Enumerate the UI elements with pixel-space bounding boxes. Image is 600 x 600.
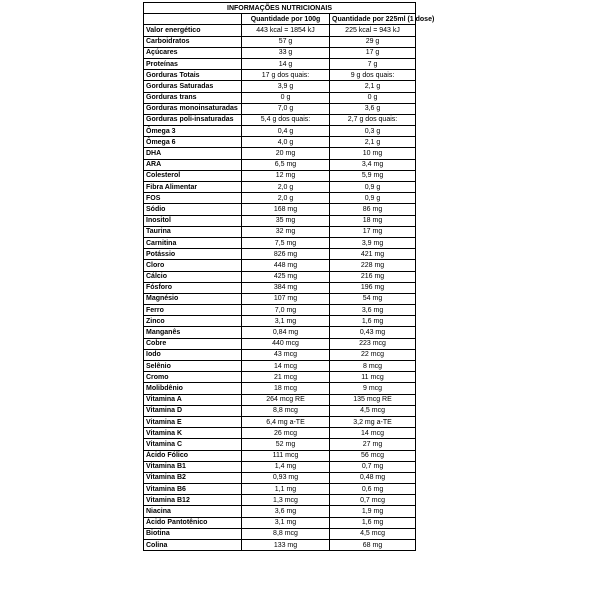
nutrient-name: Vitamina B12	[144, 495, 242, 506]
value-per-100g: 52 mg	[242, 439, 330, 450]
nutrient-name: Gorduras trans	[144, 92, 242, 103]
nutrient-name: Cobre	[144, 338, 242, 349]
table-row	[144, 293, 416, 304]
value-per-dose: 0 g	[330, 92, 416, 103]
nutrient-name: Colina	[144, 540, 242, 551]
value-per-100g: 3,1 mg	[242, 316, 330, 327]
nutrient-name: Proteínas	[144, 58, 242, 69]
value-per-dose: 0,43 mg	[330, 327, 416, 338]
nutrient-name: Ômega 6	[144, 137, 242, 148]
value-per-dose: 29 g	[330, 36, 416, 47]
nutrient-name: Vitamina E	[144, 416, 242, 427]
value-per-100g: 448 mg	[242, 260, 330, 271]
header-per-dose: Quantidade por 225ml (1 dose)	[330, 14, 416, 25]
value-per-dose: 56 mcg	[330, 450, 416, 461]
nutrient-name: Vitamina B2	[144, 472, 242, 483]
table-row	[144, 349, 416, 360]
table-row	[144, 405, 416, 416]
table-row	[144, 338, 416, 349]
value-per-dose: 54 mg	[330, 293, 416, 304]
value-per-dose: 18 mg	[330, 215, 416, 226]
value-per-dose: 0,3 g	[330, 126, 416, 137]
value-per-dose: 0,48 mg	[330, 472, 416, 483]
value-per-100g: 168 mg	[242, 204, 330, 215]
value-per-dose: 11 mcg	[330, 372, 416, 383]
nutrient-name: Carboidratos	[144, 36, 242, 47]
value-per-100g: 133 mg	[242, 540, 330, 551]
header-per-100g: Quantidade por 100g	[242, 14, 330, 25]
table-row	[144, 416, 416, 427]
table-row	[144, 114, 416, 125]
value-per-100g: 7,0 g	[242, 103, 330, 114]
value-per-100g: 33 g	[242, 47, 330, 58]
value-per-100g: 264 mcg RE	[242, 394, 330, 405]
table-row	[144, 237, 416, 248]
value-per-100g: 0,84 mg	[242, 327, 330, 338]
value-per-dose: 3,4 mg	[330, 159, 416, 170]
nutrient-name: Vitamina B6	[144, 484, 242, 495]
table-row	[144, 383, 416, 394]
nutrient-name: Iodo	[144, 349, 242, 360]
value-per-100g: 43 mcg	[242, 349, 330, 360]
nutrient-name: Ácido Pantotênico	[144, 517, 242, 528]
value-per-100g: 5,4 g dos quais:	[242, 114, 330, 125]
table-row	[144, 193, 416, 204]
table-row	[144, 271, 416, 282]
value-per-100g: 20 mg	[242, 148, 330, 159]
value-per-dose: 5,9 mg	[330, 170, 416, 181]
value-per-dose: 17 g	[330, 47, 416, 58]
nutrient-name: Cálcio	[144, 271, 242, 282]
table-row	[144, 282, 416, 293]
table-row	[144, 47, 416, 58]
table-row	[144, 159, 416, 170]
table-body	[144, 25, 416, 551]
value-per-100g: 17 g dos quais:	[242, 70, 330, 81]
table-row	[144, 226, 416, 237]
value-per-dose: 2,7 g dos quais:	[330, 114, 416, 125]
nutrient-name: Ácido Fólico	[144, 450, 242, 461]
value-per-100g: 440 mcg	[242, 338, 330, 349]
table-title: INFORMAÇÕES NUTRICIONAIS	[144, 3, 416, 14]
value-per-dose: 216 mg	[330, 271, 416, 282]
value-per-dose: 2,1 g	[330, 81, 416, 92]
table-row	[144, 36, 416, 47]
value-per-100g: 8,8 mcg	[242, 528, 330, 539]
nutrient-name: Ômega 3	[144, 126, 242, 137]
table-row	[144, 361, 416, 372]
nutrient-name: Biotina	[144, 528, 242, 539]
value-per-dose: 17 mg	[330, 226, 416, 237]
nutrient-name: Gorduras monoinsaturadas	[144, 103, 242, 114]
table-row	[144, 428, 416, 439]
value-per-100g: 26 mcg	[242, 428, 330, 439]
value-per-100g: 2,0 g	[242, 193, 330, 204]
value-per-dose: 3,9 mg	[330, 237, 416, 248]
value-per-dose: 14 mcg	[330, 428, 416, 439]
value-per-100g: 107 mg	[242, 293, 330, 304]
table-row	[144, 394, 416, 405]
value-per-dose: 3,6 g	[330, 103, 416, 114]
value-per-dose: 2,1 g	[330, 137, 416, 148]
value-per-100g: 7,0 mg	[242, 305, 330, 316]
table-row	[144, 70, 416, 81]
table-row	[144, 484, 416, 495]
header-nutrient	[144, 14, 242, 25]
value-per-dose: 10 mg	[330, 148, 416, 159]
value-per-dose: 8 mcg	[330, 361, 416, 372]
table-row	[144, 170, 416, 181]
nutrient-name: Zinco	[144, 316, 242, 327]
value-per-100g: 4,0 g	[242, 137, 330, 148]
nutrient-name: Potássio	[144, 249, 242, 260]
nutrient-name: Fibra Alimentar	[144, 182, 242, 193]
value-per-100g: 21 mcg	[242, 372, 330, 383]
value-per-100g: 32 mg	[242, 226, 330, 237]
table-row	[144, 260, 416, 271]
value-per-dose: 22 mcg	[330, 349, 416, 360]
value-per-100g: 14 mcg	[242, 361, 330, 372]
value-per-dose: 1,6 mg	[330, 316, 416, 327]
value-per-dose: 0,6 mg	[330, 484, 416, 495]
nutrient-name: Açúcares	[144, 47, 242, 58]
value-per-100g: 7,5 mg	[242, 237, 330, 248]
nutrient-name: FOS	[144, 193, 242, 204]
value-per-100g: 826 mg	[242, 249, 330, 260]
value-per-dose: 4,5 mcg	[330, 405, 416, 416]
value-per-100g: 3,6 mg	[242, 506, 330, 517]
table-row	[144, 327, 416, 338]
table-row	[144, 103, 416, 114]
table-row	[144, 372, 416, 383]
nutrition-table	[143, 2, 435, 551]
nutrient-name: Vitamina B1	[144, 461, 242, 472]
value-per-dose: 9 mcg	[330, 383, 416, 394]
value-per-dose: 228 mg	[330, 260, 416, 271]
value-per-dose: 3,6 mg	[330, 305, 416, 316]
value-per-100g: 12 mg	[242, 170, 330, 181]
value-per-dose: 135 mcg RE	[330, 394, 416, 405]
value-per-dose: 7 g	[330, 58, 416, 69]
value-per-100g: 1,4 mg	[242, 461, 330, 472]
value-per-100g: 2,0 g	[242, 182, 330, 193]
nutrient-name: Carnitina	[144, 237, 242, 248]
table-row	[144, 249, 416, 260]
value-per-dose: 196 mg	[330, 282, 416, 293]
value-per-100g: 0,93 mg	[242, 472, 330, 483]
value-per-dose: 1,6 mg	[330, 517, 416, 528]
nutrient-name: Vitamina C	[144, 439, 242, 450]
nutrient-name: Manganês	[144, 327, 242, 338]
nutrient-name: Valor energético	[144, 25, 242, 36]
nutrient-name: DHA	[144, 148, 242, 159]
table-row	[144, 215, 416, 226]
nutrient-name: Sódio	[144, 204, 242, 215]
table-title-row	[144, 3, 416, 14]
table-row	[144, 204, 416, 215]
value-per-100g: 8,8 mcg	[242, 405, 330, 416]
table-row	[144, 472, 416, 483]
value-per-100g: 384 mg	[242, 282, 330, 293]
nutrient-name: Niacina	[144, 506, 242, 517]
value-per-dose: 0,7 mcg	[330, 495, 416, 506]
value-per-100g: 3,1 mg	[242, 517, 330, 528]
table-row	[144, 439, 416, 450]
value-per-dose: 4,5 mcg	[330, 528, 416, 539]
nutrient-name: Vitamina D	[144, 405, 242, 416]
value-per-dose: 0,9 g	[330, 193, 416, 204]
value-per-dose: 1,9 mg	[330, 506, 416, 517]
value-per-dose: 0,9 g	[330, 182, 416, 193]
nutrient-name: Colesterol	[144, 170, 242, 181]
nutrition-facts-panel	[143, 2, 435, 551]
value-per-dose: 225 kcal = 943 kJ	[330, 25, 416, 36]
table-row	[144, 517, 416, 528]
table-header-row	[144, 14, 416, 25]
nutrient-name: Taurina	[144, 226, 242, 237]
table-row	[144, 126, 416, 137]
value-per-dose: 9 g dos quais:	[330, 70, 416, 81]
table-row	[144, 305, 416, 316]
table-row	[144, 316, 416, 327]
table-row	[144, 137, 416, 148]
value-per-dose: 223 mcg	[330, 338, 416, 349]
table-row	[144, 81, 416, 92]
table-row	[144, 148, 416, 159]
table-row	[144, 461, 416, 472]
table-row	[144, 450, 416, 461]
nutrient-name: ARA	[144, 159, 242, 170]
nutrient-name: Selênio	[144, 361, 242, 372]
nutrient-name: Fósforo	[144, 282, 242, 293]
value-per-dose: 68 mg	[330, 540, 416, 551]
nutrient-name: Gorduras poli-insaturadas	[144, 114, 242, 125]
table-row	[144, 540, 416, 551]
nutrient-name: Cloro	[144, 260, 242, 271]
value-per-100g: 3,9 g	[242, 81, 330, 92]
value-per-100g: 111 mcg	[242, 450, 330, 461]
table-row	[144, 25, 416, 36]
nutrient-name: Vitamina A	[144, 394, 242, 405]
value-per-100g: 18 mcg	[242, 383, 330, 394]
table-row	[144, 58, 416, 69]
nutrient-name: Cromo	[144, 372, 242, 383]
table-row	[144, 182, 416, 193]
table-row	[144, 528, 416, 539]
value-per-100g: 443 kcal = 1854 kJ	[242, 25, 330, 36]
value-per-100g: 6,5 mg	[242, 159, 330, 170]
nutrient-name: Vitamina K	[144, 428, 242, 439]
nutrient-name: Molibdênio	[144, 383, 242, 394]
table-row	[144, 495, 416, 506]
value-per-dose: 421 mg	[330, 249, 416, 260]
value-per-100g: 35 mg	[242, 215, 330, 226]
value-per-dose: 27 mg	[330, 439, 416, 450]
value-per-100g: 0,4 g	[242, 126, 330, 137]
value-per-dose: 86 mg	[330, 204, 416, 215]
value-per-100g: 6,4 mg a-TE	[242, 416, 330, 427]
table-row	[144, 506, 416, 517]
nutrient-name: Ferro	[144, 305, 242, 316]
nutrient-name: Gorduras Saturadas	[144, 81, 242, 92]
nutrient-name: Gorduras Totais	[144, 70, 242, 81]
value-per-dose: 3,2 mg a-TE	[330, 416, 416, 427]
value-per-dose: 0,7 mg	[330, 461, 416, 472]
value-per-100g: 1,3 mcg	[242, 495, 330, 506]
value-per-100g: 57 g	[242, 36, 330, 47]
value-per-100g: 425 mg	[242, 271, 330, 282]
value-per-100g: 14 g	[242, 58, 330, 69]
nutrient-name: Magnésio	[144, 293, 242, 304]
value-per-100g: 0 g	[242, 92, 330, 103]
nutrient-name: Inositol	[144, 215, 242, 226]
value-per-100g: 1,1 mg	[242, 484, 330, 495]
table-row	[144, 92, 416, 103]
